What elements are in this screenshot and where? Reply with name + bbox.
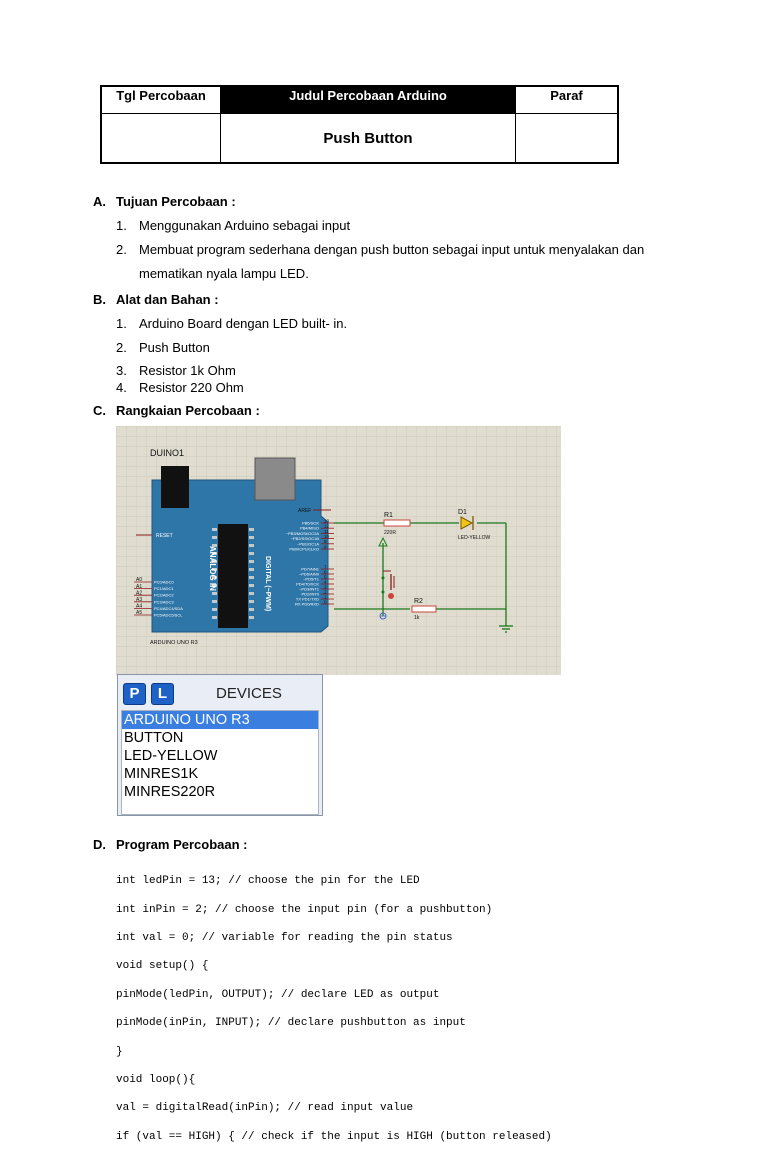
digital-pin-name: ~PB3/MOSI/OC2A <box>285 530 319 536</box>
code-line: } <box>116 1045 123 1058</box>
digital-pin-name: ~PD5/T1 <box>303 576 319 582</box>
list-item <box>116 363 236 378</box>
section-b-letter: B. <box>93 292 106 307</box>
analog-pin-name: PC1/ADC1 <box>154 586 174 592</box>
digital-pin-number: 11 <box>324 528 329 534</box>
analog-pin-name: PC3/ADC3 <box>154 599 174 605</box>
usb-connector <box>255 458 295 500</box>
section-b-heading <box>93 292 219 307</box>
code-line: pinMode(ledPin, OUTPUT); // declare LED as output <box>116 988 440 1001</box>
analog-pin-name: PC2/ADC2 <box>154 592 174 598</box>
section-d-heading <box>93 837 248 852</box>
analog-pin-label: A2 <box>136 590 143 597</box>
digital-pin-name: ~PD3/INT1 <box>299 586 319 592</box>
list-item <box>116 380 244 395</box>
digital-pin-name: PB5/SCK <box>302 520 319 526</box>
library-button[interactable]: L <box>151 683 174 705</box>
code-line: int val = 0; // variable for reading the pin status <box>116 932 453 945</box>
digital-pin-number: 7 <box>324 564 327 570</box>
digital-label: DIGITAL (~PWM) <box>264 556 271 612</box>
list-text: Resistor 1k Ohm <box>139 363 236 378</box>
digital-pin-number: 13 <box>324 518 330 524</box>
header-title-label: Judul Percobaan Arduino <box>221 86 516 114</box>
experiment-title: Push Button <box>221 114 516 164</box>
header-signature-cell <box>516 114 619 164</box>
digital-pin-number: 8 <box>324 544 327 550</box>
list-text: Menggunakan Arduino sebagai input <box>139 218 351 233</box>
digital-pin-name: TX PD1/TXD <box>295 596 319 602</box>
section-b-title: Alat dan Bahan : <box>116 292 219 307</box>
section-c-letter: C. <box>93 403 106 418</box>
analog-pin-name: PC0/ADC0 <box>154 579 174 585</box>
list-number: 3. <box>116 363 127 378</box>
code-line: void loop(){ <box>116 1074 196 1087</box>
device-item[interactable]: MINRES220R <box>124 784 216 800</box>
power-jack <box>161 466 189 508</box>
digital-pin-name: PD7/AIN1 <box>301 566 319 572</box>
header-date-cell <box>101 114 221 164</box>
digital-pin-name: RX PD0/RXD <box>294 601 319 607</box>
d1-ref-label: D1 <box>458 509 467 516</box>
digital-pin-number: 3 <box>324 584 327 590</box>
list-item <box>116 242 644 257</box>
header-date-label: Tgl Percobaan <box>101 86 221 114</box>
header-signature-label: Paraf <box>516 86 619 114</box>
devices-list <box>121 710 319 815</box>
digital-pin-number: 5 <box>324 574 327 580</box>
r2-ref-label: R2 <box>414 598 423 605</box>
section-a-heading <box>93 194 236 209</box>
digital-pin-number: 0 <box>324 599 327 605</box>
analog-pin-label: A3 <box>136 597 143 603</box>
list-number: 1. <box>116 316 127 331</box>
list-text: Push Button <box>139 340 210 355</box>
aref-label: AREF <box>298 508 312 514</box>
header-table <box>100 85 619 164</box>
code-line: int inPin = 2; // choose the input pin (for a pushbutton) <box>116 903 493 916</box>
r1-ref-label: R1 <box>384 512 393 519</box>
analog-in-label: ANALOG IN <box>208 546 217 591</box>
list-number: 4. <box>116 380 127 395</box>
digital-pin-number: 6 <box>324 569 327 575</box>
section-a-title: Tujuan Percobaan : <box>116 194 236 209</box>
devices-title: DEVICES <box>216 685 282 702</box>
digital-pin-name: PD4/T0/XCK <box>296 581 319 587</box>
list-item <box>116 316 347 331</box>
section-c-heading <box>93 403 260 418</box>
device-item[interactable]: BUTTON <box>124 730 184 746</box>
list-number: 2. <box>116 242 127 257</box>
digital-pin-number: 10 <box>324 534 330 539</box>
digital-pin-number: 2 <box>324 589 327 595</box>
code-listing <box>116 860 552 1158</box>
list-item <box>116 218 350 233</box>
digital-pin-name: PB4/MISO <box>300 525 319 531</box>
code-line: void setup() { <box>116 960 209 973</box>
analog-pin-label: A4 <box>136 603 143 610</box>
device-item[interactable]: MINRES1K <box>124 766 199 782</box>
analog-pin-name: PC4/ADC4/SDA <box>154 605 183 611</box>
board-name-label: ARDUINO UNO R3 <box>150 640 198 646</box>
section-a-letter: A. <box>93 194 106 209</box>
section-d-title: Program Percobaan : <box>116 837 248 852</box>
d1-value-label: LED-YELLOW <box>458 535 491 541</box>
digital-pin-name: ~PB1/OC1A <box>297 541 319 547</box>
devices-panel <box>117 674 323 816</box>
devices-panel-header <box>118 675 322 711</box>
digital-pin-name: PB0/ICP1/CLKO <box>289 546 319 552</box>
digital-pin-name: PD2/INT0 <box>301 591 319 597</box>
analog-pin-label: A5 <box>136 610 143 617</box>
list-text: Resistor 220 Ohm <box>139 380 244 395</box>
code-line: int ledPin = 13; // choose the pin for the LED <box>116 875 420 888</box>
pick-devices-button[interactable]: P <box>123 683 146 705</box>
digital-pin-name: ~PB2/SS/OC1B <box>290 536 319 542</box>
atmega-chip <box>218 524 248 628</box>
analog-pin-label: A0 <box>136 577 143 584</box>
analog-pin-name: PC5/ADC5/SCL <box>154 612 183 618</box>
circuit-schematic <box>116 426 561 675</box>
reset-label: RESET <box>156 533 173 539</box>
list-text: Arduino Board dengan LED built- in. <box>139 316 348 331</box>
digital-pin-number: 12 <box>324 523 330 529</box>
device-item[interactable]: ARDUINO UNO R3 <box>122 711 318 729</box>
r1-resistor <box>384 520 410 526</box>
digital-pin-number: 9 <box>324 539 327 545</box>
code-line: if (val == HIGH) { // check if the input is HIGH (button released) <box>116 1130 552 1143</box>
list-text: Membuat program sederhana dengan push button sebagai input untuk menyalakan dan <box>139 242 645 257</box>
digital-pin-number: 1 <box>324 594 327 600</box>
list-number: 1. <box>116 218 127 233</box>
analog-pin-label: A1 <box>136 583 143 590</box>
list-number: 2. <box>116 340 127 355</box>
digital-pin-number: 4 <box>324 579 327 585</box>
digital-pin-name: ~PD6/AIN0 <box>298 571 319 577</box>
r2-resistor <box>412 606 436 612</box>
section-c-title: Rangkaian Percobaan : <box>116 403 260 418</box>
device-item[interactable]: LED-YELLOW <box>124 748 218 764</box>
list-item-continuation: mematikan nyala lampu LED. <box>139 266 309 281</box>
code-line: val = digitalRead(inPin); // read input value <box>116 1102 414 1115</box>
board-ref-label: DUINO1 <box>150 448 185 458</box>
code-line: pinMode(inPin, INPUT); // declare pushbutton as input <box>116 1017 466 1030</box>
r2-value-label: 1k <box>414 615 420 621</box>
section-d-letter: D. <box>93 837 106 852</box>
r1-value-label: 220R <box>384 530 396 536</box>
list-item <box>116 340 210 355</box>
